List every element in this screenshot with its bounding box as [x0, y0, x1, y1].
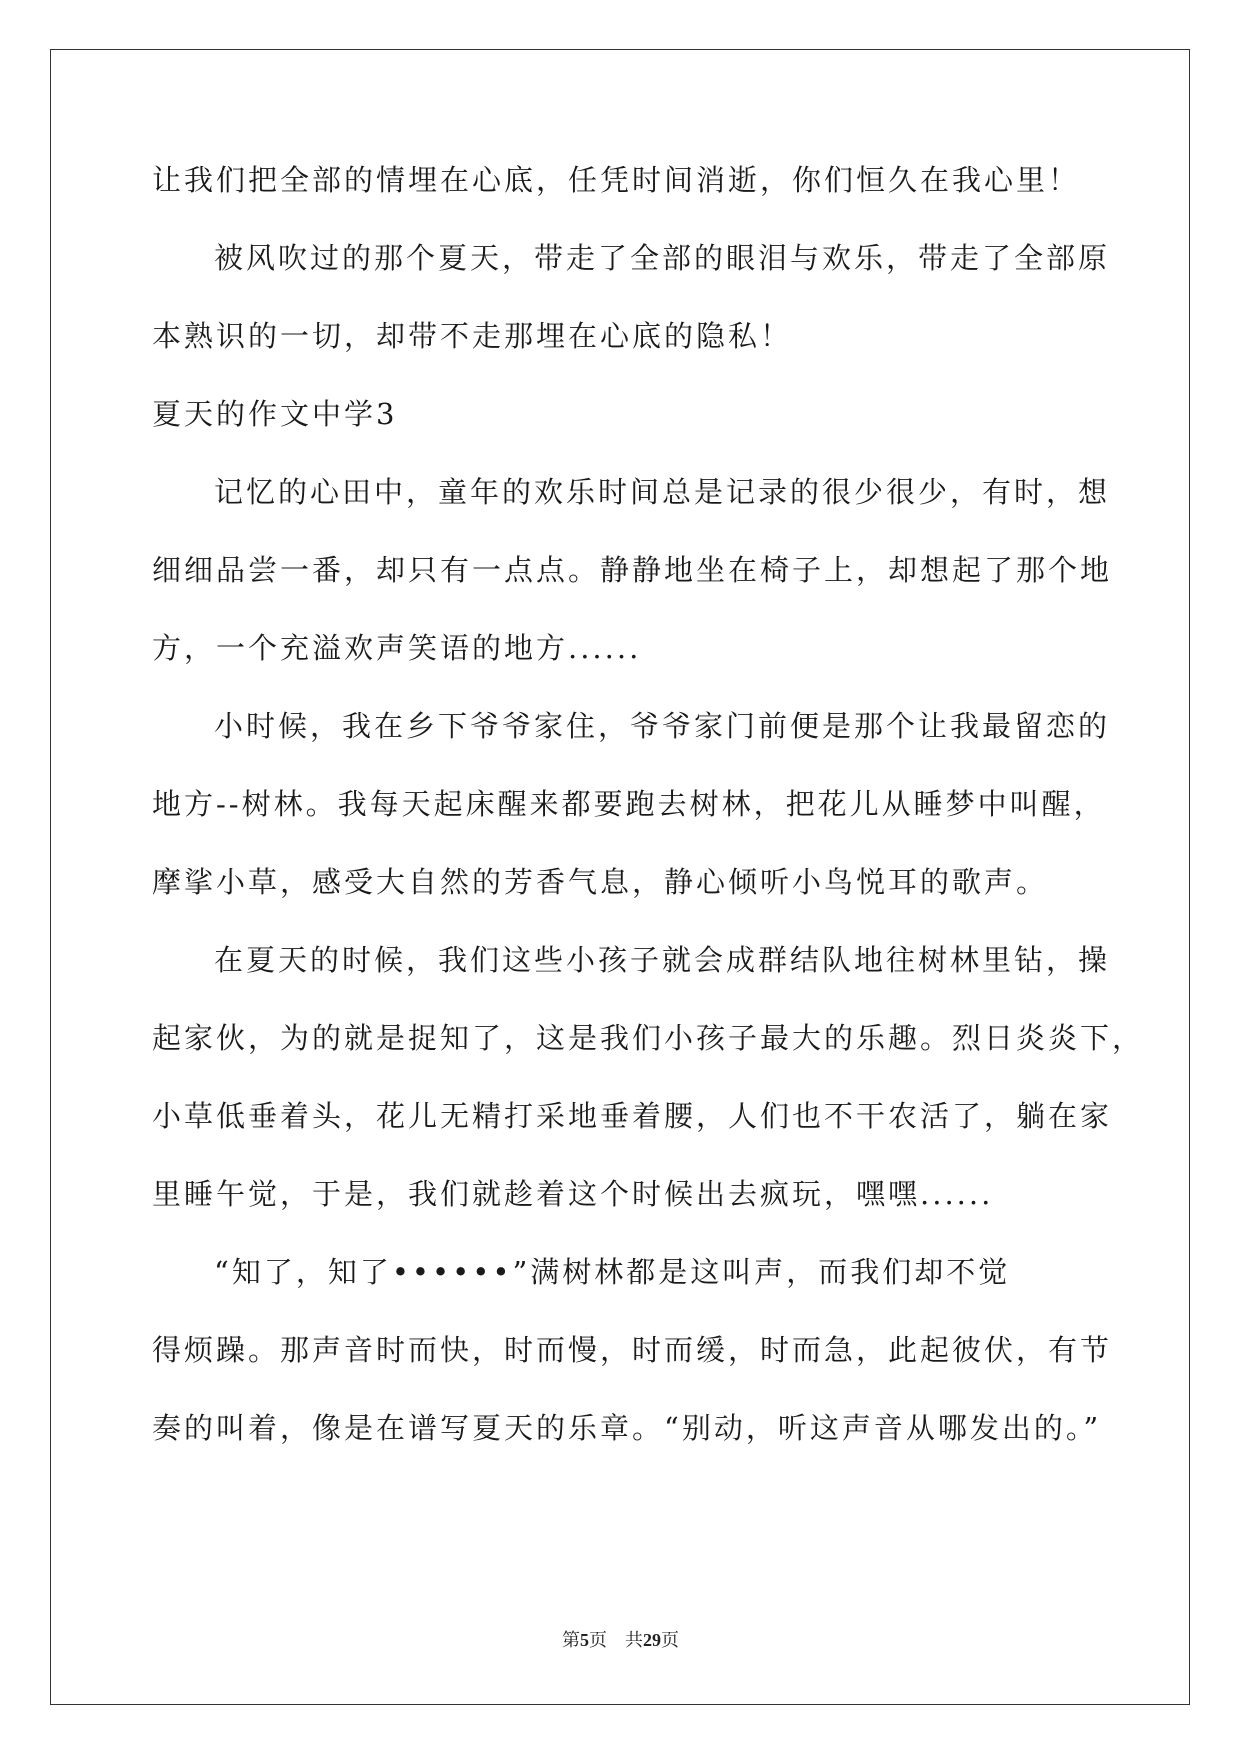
text-line: 记忆的心田中，童年的欢乐时间总是记录的很少很少，有时，想	[214, 475, 1111, 509]
total-pages: 29	[643, 1630, 661, 1650]
document-body	[152, 160, 1145, 1486]
text-line: “知了，知了••••••”满树林都是这叫声，而我们却不觉	[214, 1255, 1011, 1289]
footer-total-suffix: 页	[661, 1630, 679, 1650]
text-line: 奏的叫着，像是在谱写夏天的乐章。“别动，听这声音从哪发出的。”	[152, 1411, 1102, 1445]
text-line: 摩挲小草，感受大自然的芳香气息，静心倾听小鸟悦耳的歌声。	[152, 865, 1049, 899]
text-line: 本熟识的一切，却带不走那埋在心底的隐私！	[152, 319, 793, 353]
footer-page-suffix: 页	[589, 1630, 607, 1650]
text-line: 在夏天的时候，我们这些小孩子就会成群结队地往树林里钻，操	[214, 943, 1111, 977]
footer-total-prefix: 共	[625, 1630, 643, 1650]
text-line: 细细品尝一番，却只有一点点。静静地坐在椅子上，却想起了那个地	[152, 553, 1113, 587]
section-heading: 夏天的作文中学3	[152, 397, 398, 431]
footer-prefix: 第	[562, 1630, 580, 1650]
text-line: 小草低垂着头，花儿无精打采地垂着腰，人们也不干农活了，躺在家	[152, 1099, 1113, 1133]
text-line: 得烦躁。那声音时而快，时而慢，时而缓，时而急，此起彼伏，有节	[152, 1333, 1113, 1367]
page-number: 5	[580, 1630, 589, 1650]
text-line: 起家伙，为的就是捉知了，这是我们小孩子最大的乐趣。烈日炎炎下，	[152, 1021, 1145, 1055]
text-line: 地方--树林。我每天起床醒来都要跑去树林，把花儿从睡梦中叫醒，	[152, 787, 1106, 821]
text-line: 里睡午觉，于是，我们就趁着这个时候出去疯玩，嘿嘿......	[152, 1177, 994, 1211]
text-line: 小时候，我在乡下爷爷家住，爷爷家门前便是那个让我最留恋的	[214, 709, 1111, 743]
page-footer	[0, 1626, 1241, 1652]
text-line: 让我们把全部的情埋在心底，任凭时间消逝，你们恒久在我心里！	[152, 163, 1081, 197]
text-line: 方，一个充溢欢声笑语的地方......	[152, 631, 642, 665]
text-line: 被风吹过的那个夏天，带走了全部的眼泪与欢乐，带走了全部原	[214, 241, 1111, 275]
